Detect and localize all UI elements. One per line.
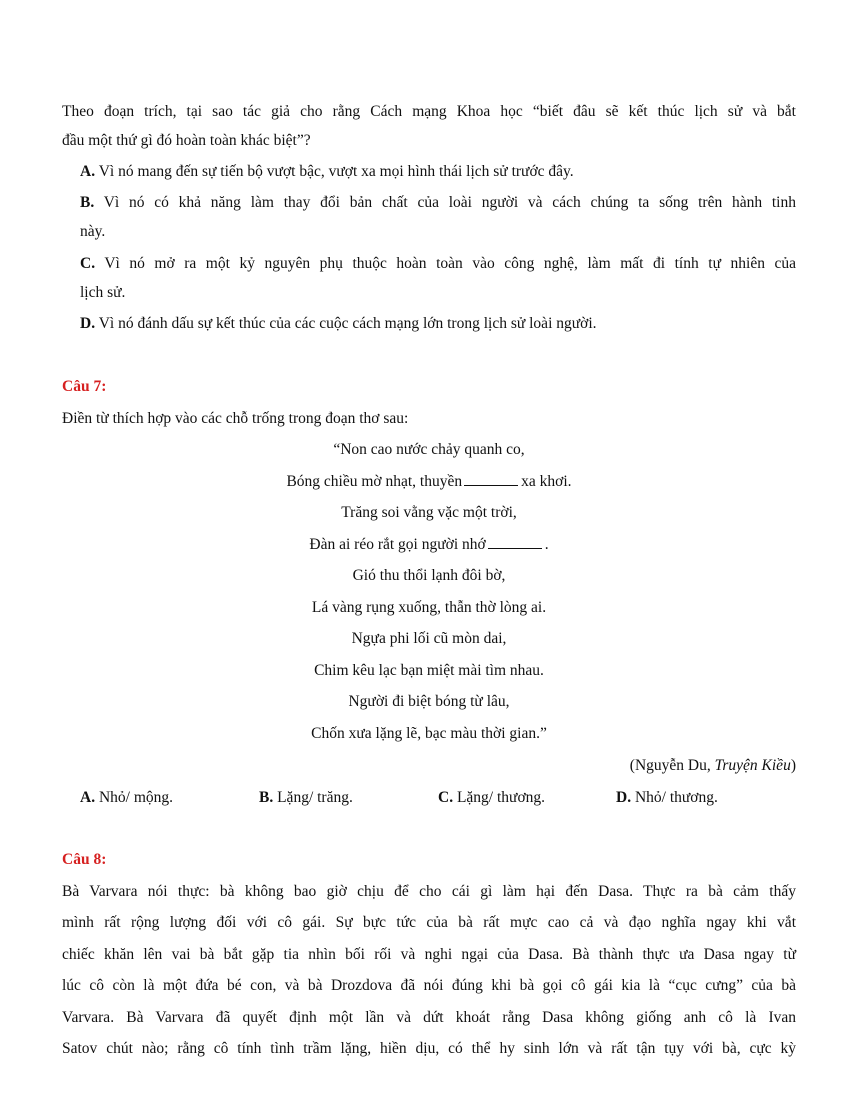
poem-source — [62, 756, 796, 776]
poem-line-10: Chốn xưa lặng lẽ, bạc màu thời gian.” — [311, 725, 547, 742]
poem-text: Đàn ai réo rắt gọi người nhớ — [309, 536, 486, 553]
poem-line-7: Ngựa phi lối cũ mòn dai, — [351, 630, 507, 647]
q8-paragraph-line-5: Varvara. Bà Varvara đã quyết định một lần và dứt khoát rằng Dasa không giống anh cô là Ivan — [62, 1009, 796, 1026]
q8-paragraph-line-3: chiếc khăn lên vai bà bắt gặp tia nhìn bối rối và nghi ngại của Dasa. Bà thành thực ưa Dasa ngay từ — [62, 946, 796, 963]
option-text: Vì nó đánh dấu sự kết thúc của các cuộc cách mạng lớn trong lịch sử loài người. — [98, 315, 597, 332]
q6-option-c-cont: lịch sử. — [80, 284, 126, 301]
blank-field-2 — [488, 535, 542, 549]
q8-heading: Câu 8: — [62, 851, 107, 868]
source-suffix: ) — [790, 757, 796, 774]
poem-line-6: Lá vàng rụng xuống, thẫn thờ lòng ai. — [311, 599, 547, 616]
poem-text: Bóng chiều mờ nhạt, thuyền — [286, 473, 463, 490]
option-text: Vì nó có khả năng làm thay đổi bản chất của loài người và cách chúng ta sống trên hành tinh — [103, 194, 796, 211]
poem-text: . — [544, 536, 549, 553]
poem-line-9: Người đi biệt bóng từ lâu, — [348, 693, 510, 710]
q6-option-c — [80, 254, 796, 274]
option-text: Lặng/ thương. — [456, 789, 546, 806]
option-text: Vì nó mở ra một kỷ nguyên phụ thuộc hoàn toàn vào công nghệ, làm mất đi tính tự nhiên của — [104, 255, 796, 272]
option-letter: C. — [80, 255, 96, 272]
option-letter: D. — [80, 315, 96, 332]
q8-paragraph-line-1: Bà Varvara nói thực: bà không bao giờ chịu để cho cái gì làm hại đến Dasa. Thực ra bà cảm thấy — [62, 883, 796, 900]
option-letter: B. — [259, 789, 274, 806]
q7-heading: Câu 7: — [62, 378, 107, 395]
q6-option-d — [80, 314, 796, 334]
q6-option-a — [80, 162, 796, 182]
option-letter: A. — [80, 163, 96, 180]
q7-prompt: Điền từ thích hợp vào các chỗ trống trong đoạn thơ sau: — [62, 410, 409, 427]
poem-text: xa khơi. — [521, 473, 572, 490]
option-text: Lặng/ trăng. — [277, 789, 353, 806]
q8-paragraph-line-6: Satov chút nào; rằng cô tính tình trầm lặng, hiền dịu, có thể hy sinh lớn và rất tận tụy với bà, cực kỳ — [62, 1040, 796, 1057]
q6-stem-line-1: Theo đoạn trích, tại sao tác giả cho rằng Cách mạng Khoa học “biết đâu sẽ kết thúc lịch sử và bắt — [62, 103, 796, 120]
q7-option-a — [80, 788, 173, 808]
q6-stem-line-2: đầu một thứ gì đó hoàn toàn khác biệt”? — [62, 132, 311, 149]
option-letter: C. — [438, 789, 454, 806]
option-letter: D. — [616, 789, 632, 806]
option-letter: B. — [80, 194, 95, 211]
q6-option-b — [80, 193, 796, 213]
q8-paragraph-line-2: mình rất rộng lượng đối với cô gái. Sự bực tức của bà rất mực cao cả và đạo nghĩa ngay khi vắt — [62, 914, 796, 931]
poem-line-3: Trăng soi vằng vặc một trời, — [341, 504, 517, 521]
option-letter: A. — [80, 789, 96, 806]
poem-line-2 — [62, 472, 796, 492]
q7-option-b — [259, 788, 353, 808]
q7-option-d — [616, 788, 718, 808]
option-text: Nhỏ/ thương. — [634, 789, 718, 806]
source-work: Truyện Kiều — [714, 757, 791, 774]
source-prefix: (Nguyễn Du, — [629, 757, 715, 774]
q6-option-b-cont: này. — [80, 223, 106, 240]
option-text: Nhỏ/ mộng. — [98, 789, 174, 806]
q7-option-c — [438, 788, 545, 808]
option-text: Vì nó mang đến sự tiến bộ vượt bậc, vượt xa mọi hình thái lịch sử trước đây. — [98, 163, 574, 180]
poem-line-4 — [62, 535, 796, 555]
poem-line-1: “Non cao nước chảy quanh co, — [333, 441, 525, 458]
blank-field-1 — [464, 472, 518, 486]
poem-line-5: Gió thu thổi lạnh đôi bờ, — [352, 567, 506, 584]
poem-line-8: Chim kêu lạc bạn miệt mài tìm nhau. — [314, 662, 544, 679]
q8-paragraph-line-4: lúc cô còn là một đứa bé con, và bà Drozdova đã nói đúng khi bà gọi cô gái kia là “cục cưng” của bà — [62, 977, 796, 994]
